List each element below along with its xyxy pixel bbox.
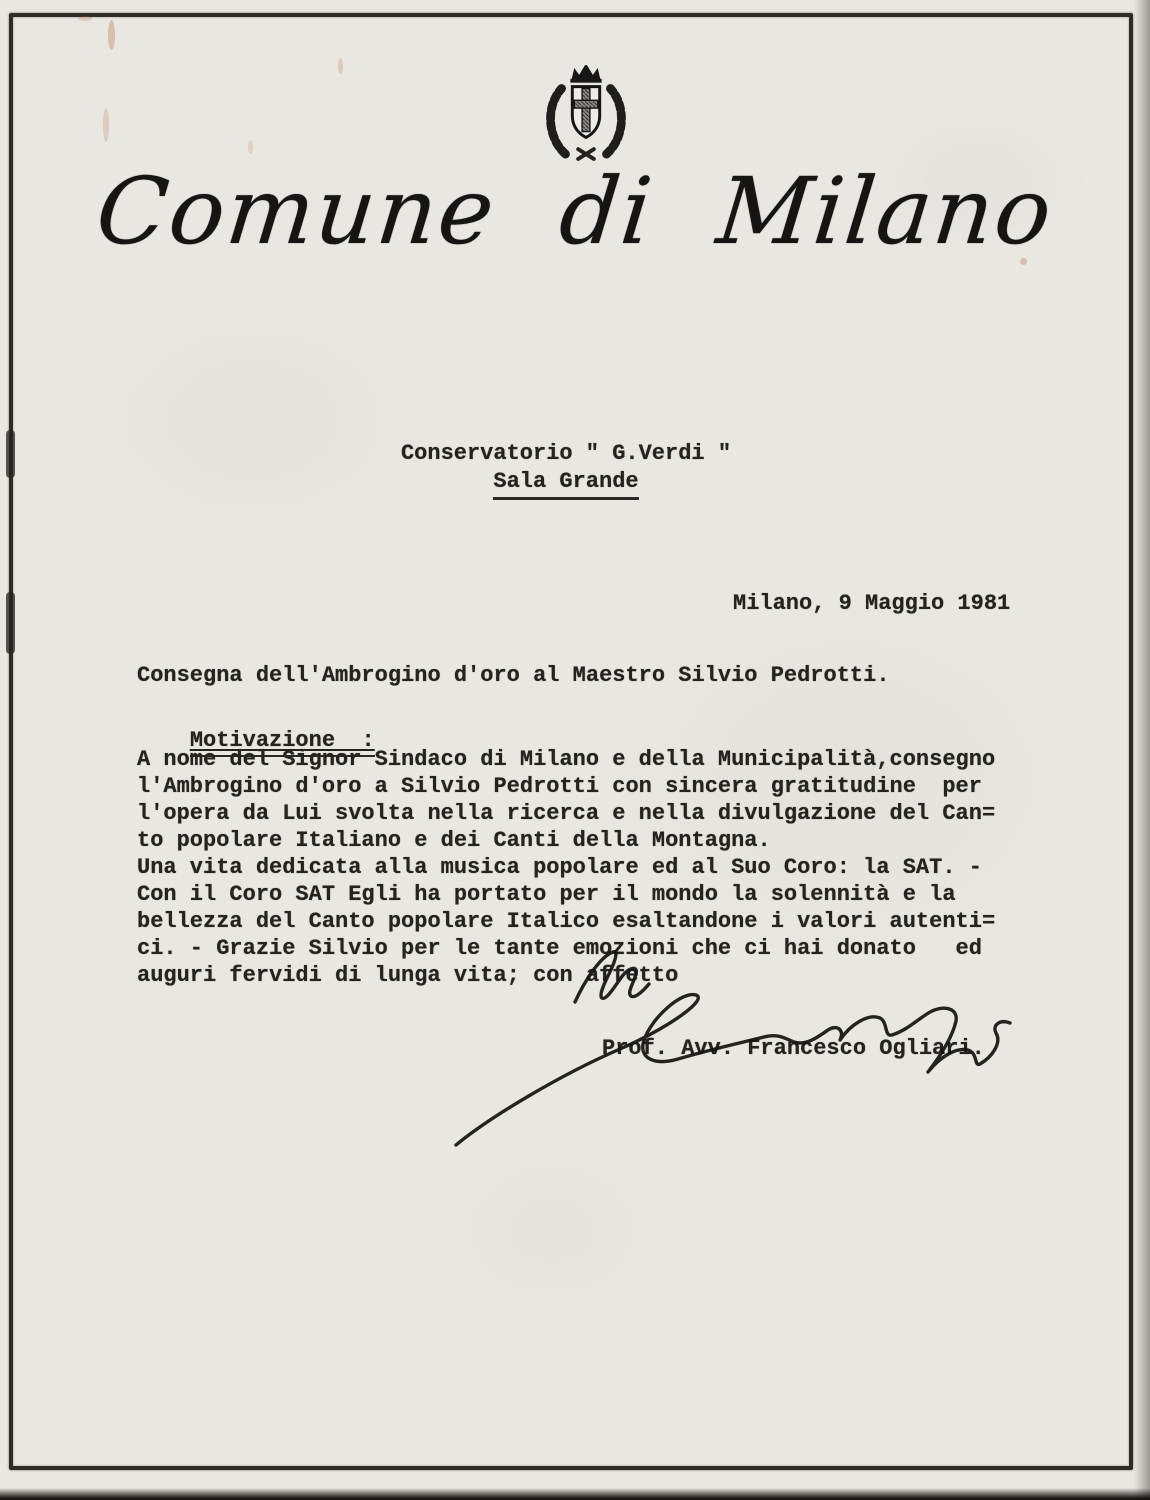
stain-speck xyxy=(78,16,92,21)
body-line: bellezza del Canto popolare Italico esaltandone i valori autenti= xyxy=(137,909,996,934)
venue-block xyxy=(401,440,731,500)
border-ink-blob xyxy=(6,430,15,478)
subject-line: Consegna dell'Ambrogino d'oro al Maestro Silvio Pedrotti. xyxy=(137,663,890,688)
body-line: ci. - Grazie Silvio per le tante emozioni che ci hai donato ed xyxy=(137,936,982,961)
border-ink-blob xyxy=(6,592,15,654)
milan-coat-of-arms-icon xyxy=(542,62,630,164)
stain-speck xyxy=(108,20,115,50)
scan-edge-right xyxy=(1134,0,1150,1500)
venue-line-1: Conservatorio " G.Verdi " xyxy=(400,441,732,466)
venue-line-2: Sala Grande xyxy=(493,468,638,500)
body-line: auguri fervidi di lunga vita; con affetto xyxy=(137,963,679,988)
body-line: to popolare Italiano e dei Canti della Montagna. xyxy=(137,828,771,853)
letterhead-title: Comune di Milano xyxy=(91,158,1059,265)
body-line: Una vita dedicata alla musica popolare ed al Suo Coro: la SAT. - xyxy=(137,855,982,880)
motivation-label-text: Motivazione : xyxy=(190,728,375,757)
dateline: Milano, 9 Maggio 1981 xyxy=(733,591,1011,616)
stain-speck xyxy=(338,58,343,74)
scan-edge-bottom xyxy=(0,1488,1150,1500)
body-line: A nome del Signor Sindaco di Milano e della Municipalità,consegno xyxy=(137,747,996,772)
stain-speck xyxy=(248,140,253,154)
handwritten-signature-icon xyxy=(420,945,1042,1157)
body-line: l'Ambrogino d'oro a Silvio Pedrotti con sincera gratitudine per xyxy=(137,774,982,799)
signature-typed-name: Prof. Avv. Francesco Ogliari. xyxy=(602,1036,985,1061)
body-line: l'opera da Lui svolta nella ricerca e nella divulgazione del Can= xyxy=(137,801,996,826)
body-line: Con il Coro SAT Egli ha portato per il mondo la solennità e la xyxy=(137,882,956,907)
stain-speck xyxy=(103,108,109,142)
